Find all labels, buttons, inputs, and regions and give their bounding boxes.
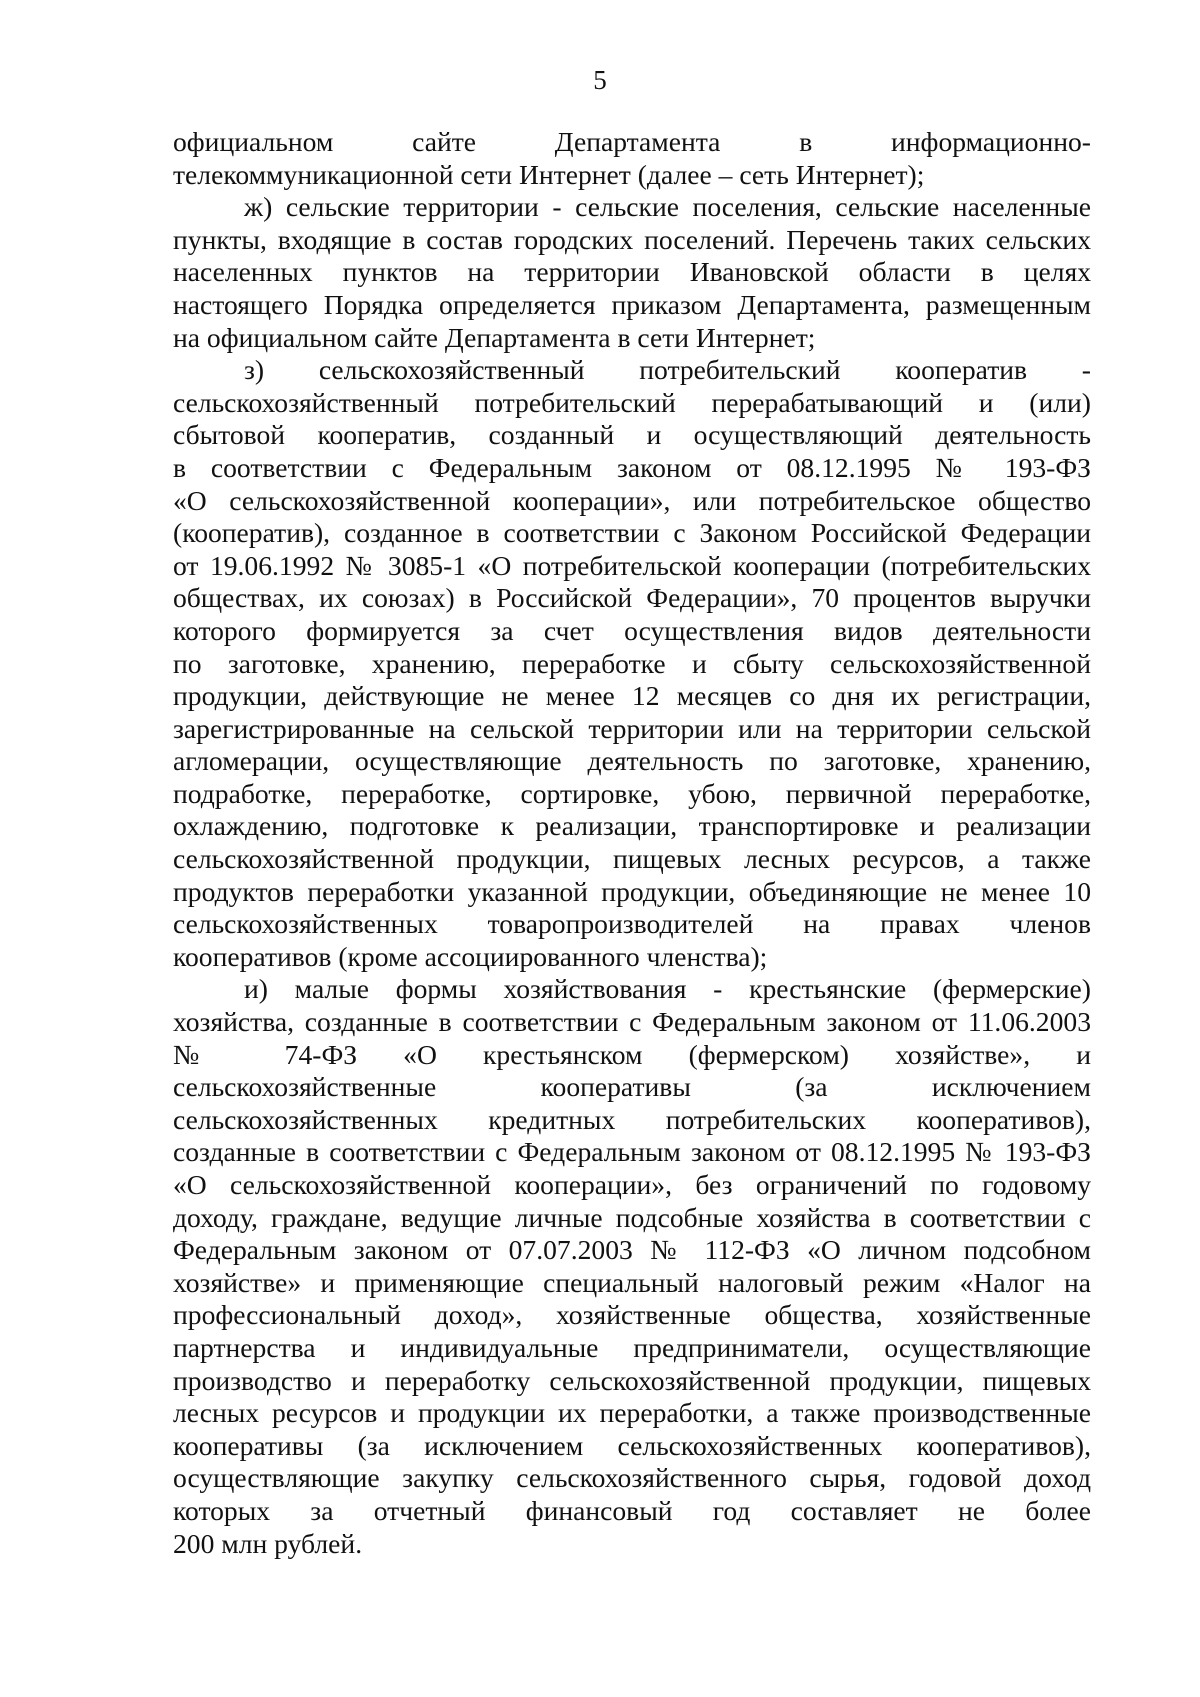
text-line: сельскохозяйственных кредитных потребительских кооперативов), [173, 1103, 1091, 1135]
text-line: № 74-ФЗ «О крестьянском (фермерском) хозяйстве», и [173, 1038, 1091, 1070]
text-line: телекоммуникационной сети Интернет (далее – сеть Интернет); [173, 158, 925, 190]
text-line: лесных ресурсов и продукции их переработки, а также производственные [173, 1397, 1091, 1429]
text-line: кооперативы (за исключением сельскохозяйственных кооперативов), [173, 1429, 1091, 1461]
text-line: (кооператив), созданное в соответствии с Законом Российской Федерации [173, 517, 1091, 549]
text-line: «О сельскохозяйственной кооперации», без ограничений по годовому [173, 1169, 1091, 1200]
text-line: которого формируется за счет осуществления видов деятельности [173, 614, 1091, 646]
text-line: зарегистрированные на сельской территории или на территории сельской [173, 712, 1091, 744]
text-line: пункты, входящие в состав городских поселений. Перечень таких сельских [173, 223, 1091, 255]
text-line: партнерства и индивидуальные предприниматели, осуществляющие [173, 1331, 1091, 1363]
paragraph-p1 [173, 126, 1091, 191]
text-line: производство и переработку сельскохозяйственной продукции, пищевых [173, 1364, 1091, 1396]
text-line: ж) сельские территории - сельские поселения, сельские населенные [244, 191, 1091, 223]
text-line: хозяйства, созданные в соответствии с Федеральным законом от 11.06.2003 [173, 1006, 1091, 1038]
text-line: доходу, граждане, ведущие личные подсобные хозяйства в соответствии с [173, 1201, 1091, 1233]
text-line: осуществляющие закупку сельскохозяйственного сырья, годовой доход [173, 1462, 1091, 1494]
text-line: «О сельскохозяйственной кооперации», или потребительское общество [173, 484, 1091, 516]
text-line: охлаждению, подготовке к реализации, транспортировке и реализации [173, 810, 1091, 842]
paragraph-p3 [173, 354, 1091, 973]
paragraph-p4 [173, 973, 1091, 1560]
text-line: профессиональный доход», хозяйственные общества, хозяйственные [173, 1299, 1091, 1331]
text-line: подработке, переработке, сортировке, убою, первичной переработке, [173, 777, 1091, 809]
text-line: з) сельскохозяйственный потребительский кооператив - [244, 354, 1091, 386]
text-line: официальном сайте Департамента в информационно- [173, 126, 1091, 157]
page-number: 5 [593, 65, 607, 95]
text-line: сельскохозяйственные кооперативы (за исключением [173, 1071, 1091, 1103]
text-line: продукции, действующие не менее 12 месяцев со дня их регистрации, [173, 680, 1091, 712]
text-line: которых за отчетный финансовый год составляет не более [173, 1494, 1091, 1526]
text-line: продуктов переработки указанной продукции, объединяющие не менее 10 [173, 875, 1091, 907]
text-line: сельскохозяйственной продукции, пищевых лесных ресурсов, а также [173, 843, 1091, 875]
paragraph-p2 [173, 191, 1091, 354]
text-line: в соответствии с Федеральным законом от 08.12.1995 № 193-ФЗ [173, 451, 1091, 483]
text-line: сбытовой кооператив, созданный и осуществляющий деятельность [173, 419, 1091, 451]
text-line: на официальном сайте Департамента в сети Интернет; [173, 321, 816, 353]
text-line: агломерации, осуществляющие деятельность по заготовке, хранению, [173, 745, 1091, 777]
document-body [173, 126, 1091, 1560]
text-line: по заготовке, хранению, переработке и сбыту сельскохозяйственной [173, 647, 1091, 679]
text-line: Федеральным законом от 07.07.2003 № 112-ФЗ «О личном подсобном [173, 1234, 1091, 1266]
text-line: 200 млн рублей. [173, 1527, 363, 1559]
text-line: сельскохозяйственный потребительский перерабатывающий и (или) [173, 386, 1091, 418]
text-line: обществах, их союзах) в Российской Федерации», 70 процентов выручки [173, 582, 1091, 614]
text-line: сельскохозяйственных товаропроизводителей на правах членов [173, 908, 1091, 940]
text-line: настоящего Порядка определяется приказом Департамента, размещенным [173, 288, 1091, 320]
text-line: хозяйстве» и применяющие специальный налоговый режим «Налог на [173, 1266, 1091, 1298]
text-line: населенных пунктов на территории Ивановской области в целях [173, 256, 1091, 288]
text-line: кооперативов (кроме ассоциированного членства); [173, 940, 768, 972]
text-line: созданные в соответствии с Федеральным законом от 08.12.1995 № 193-ФЗ [173, 1136, 1091, 1168]
text-line: от 19.06.1992 № 3085-1 «О потребительской кооперации (потребительских [173, 549, 1091, 581]
text-line: и) малые формы хозяйствования - крестьянские (фермерские) [244, 973, 1091, 1005]
